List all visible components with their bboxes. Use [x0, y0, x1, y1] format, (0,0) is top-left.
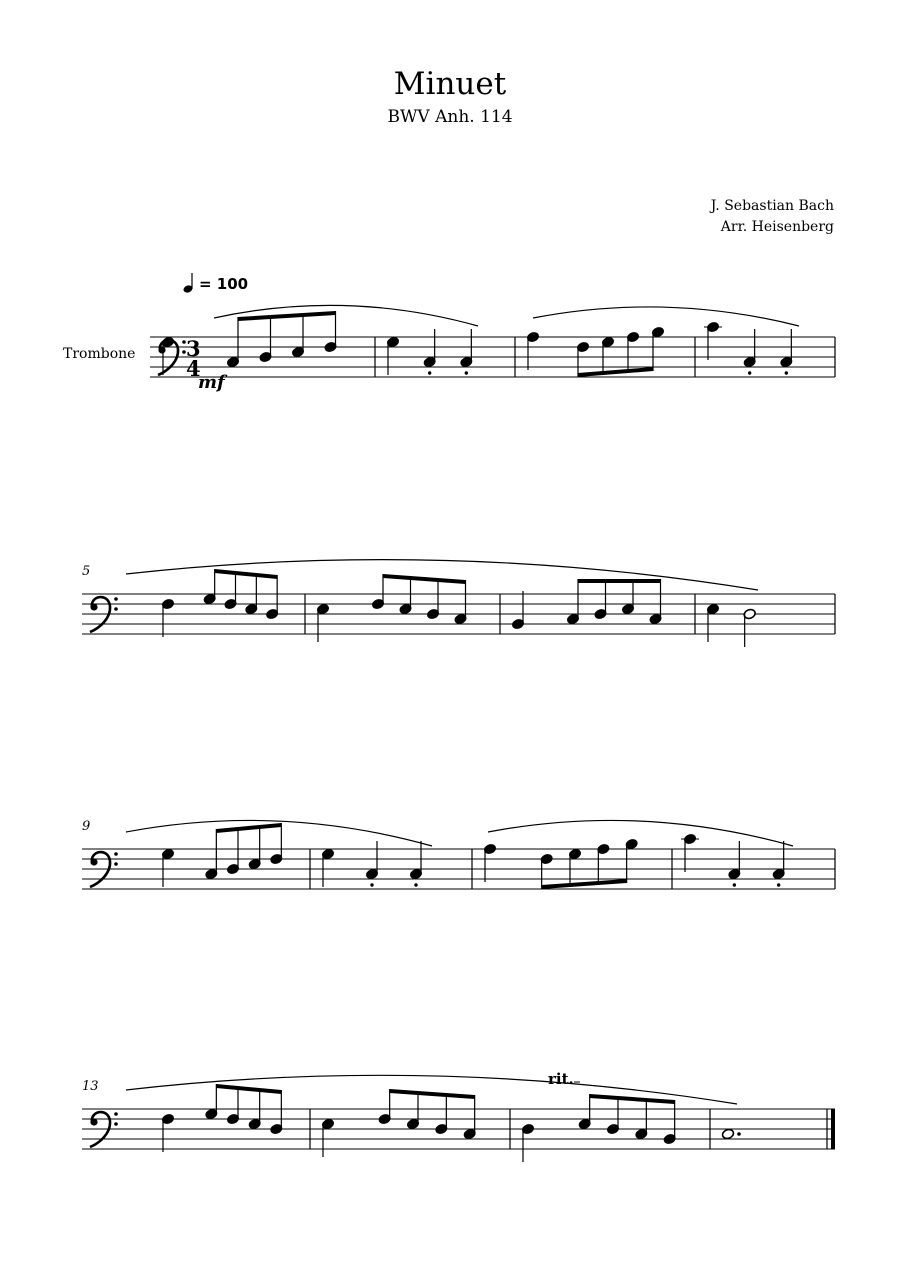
note: [681, 833, 699, 872]
note: [576, 341, 589, 377]
staccato-dot: [733, 883, 736, 886]
staccato-dot: [785, 371, 788, 374]
note: [511, 591, 524, 630]
note: [578, 1094, 591, 1130]
time-signature-top: 3: [186, 336, 201, 361]
tempo-marking: = 100: [199, 275, 249, 293]
beam: [578, 579, 661, 583]
note: [625, 838, 638, 883]
beam: [590, 1094, 675, 1104]
note: [772, 841, 785, 887]
score-subtitle: BWV Anh. 114: [387, 107, 513, 127]
note: [621, 579, 634, 615]
measure-number: 9: [82, 819, 91, 834]
bass-clef-icon: [90, 1112, 118, 1147]
note: [706, 603, 719, 642]
staccato-dot: [777, 883, 780, 886]
note: [316, 603, 329, 642]
measure-number: 5: [82, 564, 91, 579]
note: [463, 1095, 476, 1140]
staff-system: [82, 564, 835, 647]
instrument-name: Trombone: [63, 346, 136, 362]
note: [423, 329, 436, 375]
note: [721, 1128, 740, 1140]
note: [291, 313, 304, 358]
note: [399, 576, 412, 615]
staff-system: [82, 1079, 835, 1162]
note: [270, 823, 283, 865]
slur: [533, 307, 799, 326]
beam: [542, 879, 627, 889]
bass-clef-icon: [158, 340, 186, 375]
note: [270, 1090, 283, 1135]
note: [378, 1089, 391, 1125]
slur: [214, 305, 478, 326]
note: [203, 569, 216, 605]
composer-credit: J. Sebastian Bach: [710, 198, 834, 214]
beam: [390, 1089, 475, 1099]
tempo-quarter-note-icon: [183, 273, 194, 294]
note: [365, 841, 378, 887]
note: [743, 329, 756, 375]
staccato-dot: [465, 371, 468, 374]
slur: [126, 560, 758, 590]
bass-clef-icon: [90, 597, 118, 632]
note: [454, 580, 467, 625]
note: [426, 578, 439, 620]
note: [606, 1096, 619, 1135]
beam: [215, 569, 277, 579]
beam: [238, 311, 336, 321]
staff-system: [150, 311, 835, 381]
note: [594, 579, 607, 620]
beam: [216, 1084, 281, 1094]
arranger-credit: Arr. Heisenberg: [720, 219, 834, 235]
note: [161, 598, 174, 637]
note: [663, 1100, 676, 1145]
note: [205, 829, 218, 880]
staccato-dot: [370, 883, 373, 886]
note: [460, 329, 473, 375]
note: [526, 331, 539, 370]
dynamic-marking: mf: [198, 372, 225, 393]
note: [259, 315, 272, 363]
note: [540, 853, 553, 889]
slur: [488, 820, 793, 846]
note: [409, 841, 422, 887]
note: [226, 1086, 239, 1125]
note: [248, 825, 261, 870]
note: [780, 329, 793, 375]
note: [226, 827, 239, 875]
bass-clef-icon: [90, 852, 118, 887]
note: [321, 848, 334, 887]
staccato-dot: [748, 371, 751, 374]
beam: [216, 823, 281, 833]
note: [226, 317, 239, 368]
note: [406, 1091, 419, 1130]
note: [324, 311, 337, 353]
note: [321, 1118, 334, 1157]
note: [161, 848, 174, 887]
note: [601, 336, 614, 375]
staccato-dot: [428, 371, 431, 374]
note: [568, 848, 581, 887]
final-barline: [831, 1109, 835, 1149]
note: [649, 579, 662, 625]
note: [205, 1084, 218, 1120]
note: [265, 575, 278, 620]
note: [386, 336, 399, 375]
measure-number: 13: [82, 1079, 99, 1094]
note: [483, 843, 496, 882]
note: [521, 1123, 534, 1162]
note: [566, 579, 579, 625]
score-title: Minuet: [393, 66, 507, 102]
note: [161, 1113, 174, 1152]
beam: [383, 574, 466, 584]
note: [743, 608, 756, 647]
time-signature-bottom: 4: [186, 356, 201, 381]
note: [224, 571, 237, 610]
note: [435, 1093, 448, 1135]
staccato-dot: [414, 883, 417, 886]
note: [728, 841, 741, 887]
ritardando-marking: rit.: [548, 1070, 574, 1088]
beam: [578, 367, 653, 377]
note: [704, 321, 722, 360]
note: [651, 326, 664, 371]
note: [371, 574, 384, 610]
